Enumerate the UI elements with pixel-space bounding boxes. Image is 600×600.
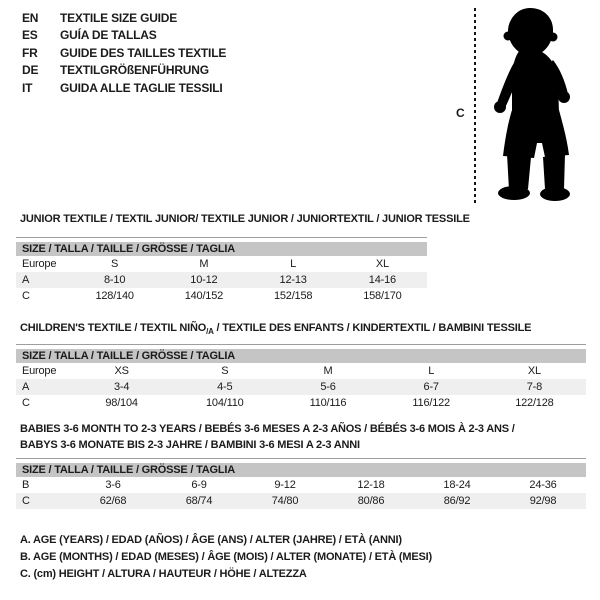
size-header: SIZE / TALLA / TAILLE / GRÖSSE / TAGLIA [16,349,586,363]
baby-silhouette-image [490,6,590,206]
children-table-title [20,321,531,339]
row-label: Europe [22,365,57,377]
height-cell: 140/152 [184,290,224,302]
row-label: A [22,381,30,393]
size-cell: M [199,258,209,270]
legend-line-b: B. AGE (MONTHS) / EDAD (MESES) / ÂGE (MOIS) / ALTER (MONATE) / ETÀ (MESI) [20,551,432,563]
language-title-list [22,9,226,97]
age-cell: 24-36 [529,479,557,491]
babies-table-title-line1: BABIES 3-6 MONTH TO 2-3 YEARS / BEBÉS 3-6 MESES A 2-3 AÑOS / BÉBÉS 3-6 MOIS À 2-3 ANS / [20,423,515,435]
language-code: EN [22,10,39,25]
row-label: C [22,290,30,302]
height-cell: 116/122 [412,397,450,409]
row-label: B [22,479,30,491]
language-row-de [22,62,226,80]
age-cell: 14-16 [368,274,396,286]
size-cell: S [111,258,119,270]
language-row-es [22,27,226,45]
language-code: IT [22,80,33,95]
height-cell: 92/98 [529,495,557,507]
babies-size-table [16,458,586,509]
table-row-europe [16,256,427,272]
age-cell: 5-6 [320,381,336,393]
language-row-fr [22,44,226,62]
legend-line-a: A. AGE (YEARS) / EDAD (AÑOS) / ÂGE (ANS) / ALTER (JAHRE) / ETÀ (ANNI) [20,534,402,546]
table-row-a [16,379,586,395]
height-cell: 152/158 [273,290,313,302]
height-cell: 128/140 [95,290,134,302]
table-row-c [16,493,586,509]
size-header: SIZE / TALLA / TAILLE / GRÖSSE / TAGLIA [16,242,427,256]
height-cell: 80/86 [357,495,385,507]
row-label: C [22,495,30,507]
height-measure-dashed-line [474,8,476,206]
language-title: TEXTILGRÖßENFÜHRUNG [60,63,209,78]
baby-silhouette-shape [494,8,570,201]
table-row-c [16,395,586,411]
height-cell: 122/128 [515,397,554,409]
junior-size-table [16,237,427,304]
height-cell: 86/92 [443,495,471,507]
size-cell: M [323,365,333,377]
age-cell: 10-12 [190,274,218,286]
height-cell: 110/116 [309,397,347,409]
age-cell: 3-4 [113,381,130,393]
size-header: SIZE / TALLA / TAILLE / GRÖSSE / TAGLIA [16,463,586,477]
language-row-en [22,9,226,27]
height-cell: 158/170 [363,290,402,302]
size-cell: XL [375,258,389,270]
height-cell: 68/74 [185,495,213,507]
age-cell: 4-5 [217,381,233,393]
table-row-b [16,477,586,493]
junior-table-title: JUNIOR TEXTILE / TEXTIL JUNIOR/ TEXTILE JUNIOR / JUNIORTEXTIL / JUNIOR TESSILE [20,213,470,225]
measure-legend [20,532,432,583]
age-cell: 6-7 [423,381,439,393]
row-label: Europe [22,258,57,270]
size-cell: XL [527,365,541,377]
size-cell: L [290,258,297,270]
table-row-c [16,288,427,304]
children-size-table [16,344,586,411]
language-code: ES [22,28,38,43]
language-title: TEXTILE SIZE GUIDE [60,10,178,25]
size-cell: S [221,365,229,377]
age-cell: 3-6 [105,479,121,491]
height-measure-label: C [456,106,465,120]
row-label: C [22,397,30,409]
height-cell: 104/110 [206,397,244,409]
age-cell: 9-12 [274,479,296,491]
language-code: FR [22,45,38,60]
table-row-a [16,272,427,288]
language-title: GUÍA DE TALLAS [60,28,157,43]
row-label: A [22,274,30,286]
age-cell: 18-24 [443,479,471,491]
age-cell: 12-18 [357,479,385,491]
babies-table-title-line2: BABYS 3-6 MONATE BIS 2-3 JAHRE / BAMBINI 3-6 MESI A 2-3 ANNI [20,439,360,451]
table-row-europe [16,363,586,379]
language-code: DE [22,63,39,78]
height-cell: 74/80 [271,495,299,507]
children-title-subscript: /A [206,327,214,337]
size-cell: XS [114,365,129,377]
baby-height-figure [450,4,598,210]
size-cell: L [428,365,435,377]
height-cell: 62/68 [99,495,127,507]
height-cell: 98/104 [105,397,138,409]
age-cell: 8-10 [104,274,126,286]
age-cell: 6-9 [191,479,207,491]
children-title-prefix: CHILDREN'S TEXTILE / TEXTIL NIÑO [20,322,207,334]
age-cell: 12-13 [279,274,307,286]
legend-line-c: C. (cm) HEIGHT / ALTURA / HAUTEUR / HÖHE / ALTEZZA [20,568,307,580]
language-title: GUIDA ALLE TAGLIE TESSILI [60,80,223,95]
language-title: GUIDE DES TAILLES TEXTILE [60,45,227,60]
age-cell: 7-8 [526,381,543,393]
children-title-suffix: / TEXTILE DES ENFANTS / KINDERTEXTIL / BAMBINI TESSILE [213,322,532,334]
language-row-it [22,79,226,97]
